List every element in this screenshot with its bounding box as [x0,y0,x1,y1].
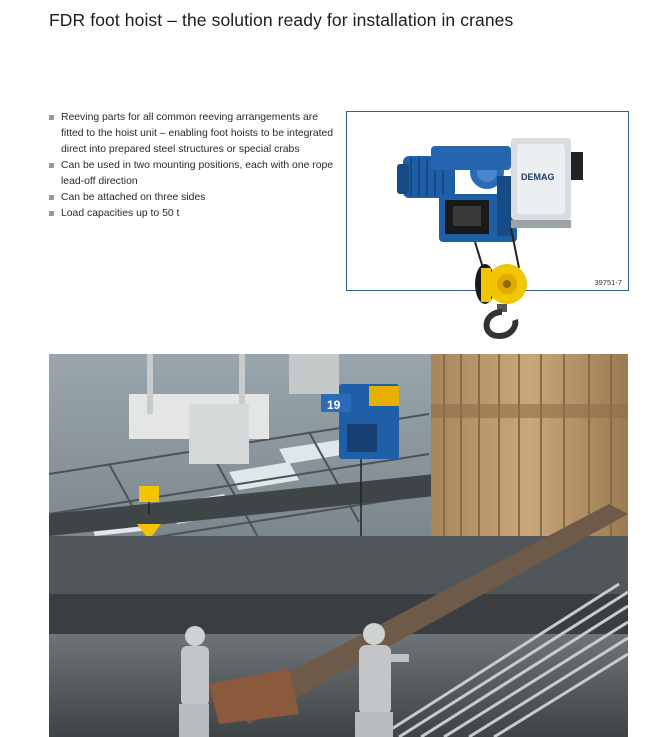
steelworks-crane-photo [49,354,628,737]
bullet-square-icon [49,163,54,168]
feature-item [49,190,334,206]
figure-caption: 39751-7 [594,278,622,287]
bullet-square-icon [49,115,54,120]
feature-text: Can be attached on three sides [61,192,206,203]
demag-brand-label: DEMAG [521,172,555,182]
page-title: FDR foot hoist – the solution ready for installation in cranes [49,10,514,30]
feature-text: Load capacities up to 50 t [61,208,180,219]
feature-list [49,110,334,222]
product-figure [346,111,629,291]
hoist-number-label: 19 [327,398,341,412]
bullet-square-icon [49,195,54,200]
bullet-square-icon [49,211,54,216]
foot-hoist-illustration [387,124,597,334]
feature-item [49,206,334,222]
feature-text: Reeving parts for all common reeving arrangements are fitted to the hoist unit – enabling foot hoists to be integrated direct into prepared steel structures or special crabs [61,112,334,155]
feature-text: Can be used in two mounting positions, each with one rope lead-off direction [61,160,334,187]
feature-item [49,110,334,158]
feature-item [49,158,334,190]
